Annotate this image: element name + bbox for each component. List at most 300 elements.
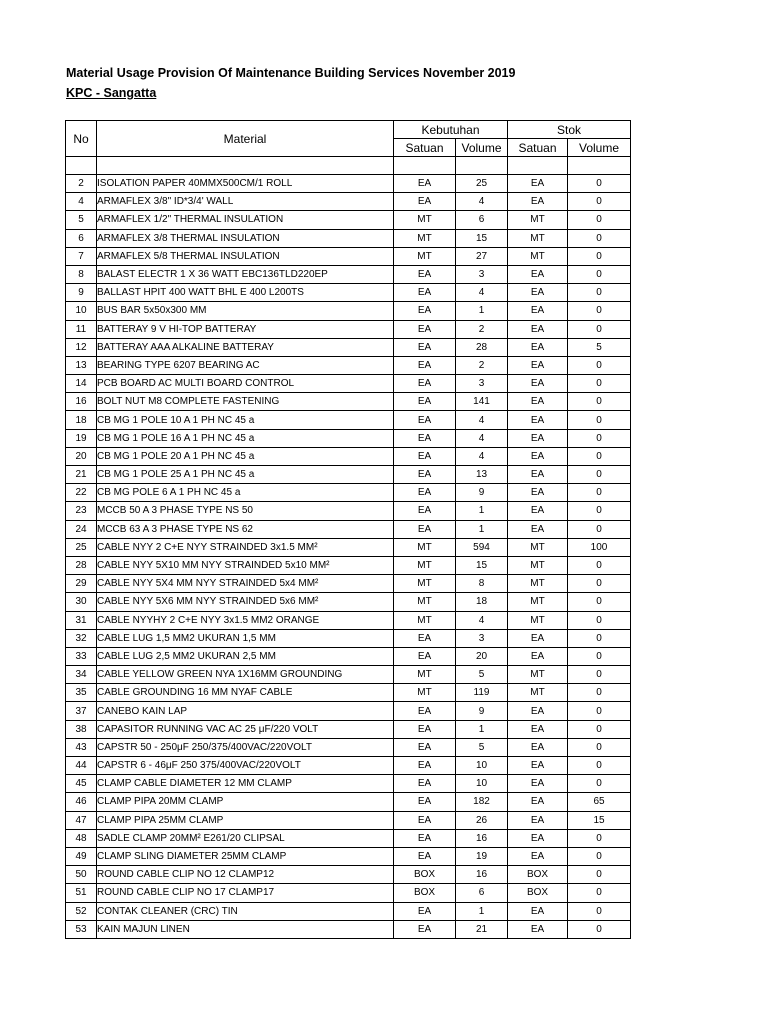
row-no: 38	[66, 720, 97, 738]
row-stok-satuan: EA	[508, 375, 568, 393]
row-stok-satuan: EA	[508, 757, 568, 775]
row-kebutuhan-satuan: EA	[394, 520, 456, 538]
table-row	[66, 738, 631, 756]
row-kebutuhan-satuan: EA	[394, 175, 456, 193]
row-kebutuhan-satuan: MT	[394, 211, 456, 229]
row-no: 47	[66, 811, 97, 829]
row-no: 4	[66, 193, 97, 211]
row-no: 35	[66, 684, 97, 702]
row-kebutuhan-satuan: EA	[394, 429, 456, 447]
row-stok-volume: 0	[568, 720, 631, 738]
row-material: BEARING TYPE 6207 BEARING AC	[97, 356, 394, 374]
table-row	[66, 229, 631, 247]
row-kebutuhan-volume: 5	[456, 738, 508, 756]
row-stok-volume: 0	[568, 193, 631, 211]
row-kebutuhan-satuan: EA	[394, 193, 456, 211]
row-kebutuhan-satuan: EA	[394, 411, 456, 429]
header-kebutuhan-volume: Volume	[456, 139, 508, 157]
row-stok-satuan: EA	[508, 720, 568, 738]
row-kebutuhan-volume: 27	[456, 247, 508, 265]
row-kebutuhan-volume: 13	[456, 466, 508, 484]
blank-cell	[97, 157, 394, 175]
row-stok-volume: 0	[568, 666, 631, 684]
row-stok-satuan: MT	[508, 666, 568, 684]
row-kebutuhan-volume: 4	[456, 447, 508, 465]
table-row	[66, 902, 631, 920]
row-material: BUS BAR 5x50x300 MM	[97, 302, 394, 320]
row-kebutuhan-satuan: EA	[394, 702, 456, 720]
row-stok-satuan: EA	[508, 302, 568, 320]
blank-cell	[66, 157, 97, 175]
row-stok-satuan: MT	[508, 593, 568, 611]
row-stok-satuan: EA	[508, 411, 568, 429]
row-material: CABLE YELLOW GREEN NYA 1X16MM GROUNDING	[97, 666, 394, 684]
header-kebutuhan-satuan: Satuan	[394, 139, 456, 157]
row-no: 13	[66, 356, 97, 374]
row-material: BATTERAY AAA ALKALINE BATTERAY	[97, 338, 394, 356]
row-stok-satuan: MT	[508, 611, 568, 629]
row-material: ARMAFLEX 1/2" THERMAL INSULATION	[97, 211, 394, 229]
table-row	[66, 175, 631, 193]
row-stok-volume: 0	[568, 866, 631, 884]
table-row	[66, 866, 631, 884]
row-stok-volume: 15	[568, 811, 631, 829]
table-row	[66, 338, 631, 356]
row-stok-volume: 0	[568, 447, 631, 465]
table-row	[66, 193, 631, 211]
row-material: ROUND CABLE CLIP NO 17 CLAMP17	[97, 884, 394, 902]
row-no: 19	[66, 429, 97, 447]
row-kebutuhan-satuan: BOX	[394, 866, 456, 884]
row-no: 48	[66, 829, 97, 847]
row-kebutuhan-volume: 15	[456, 556, 508, 574]
row-stok-satuan: EA	[508, 429, 568, 447]
row-kebutuhan-satuan: EA	[394, 302, 456, 320]
blank-cell	[394, 157, 456, 175]
table-row	[66, 411, 631, 429]
row-stok-volume: 0	[568, 702, 631, 720]
table-row	[66, 811, 631, 829]
row-stok-volume: 0	[568, 647, 631, 665]
row-material: CLAMP PIPA 20MM CLAMP	[97, 793, 394, 811]
row-stok-satuan: EA	[508, 647, 568, 665]
row-stok-volume: 0	[568, 484, 631, 502]
row-stok-satuan: EA	[508, 484, 568, 502]
table-row	[66, 466, 631, 484]
row-no: 12	[66, 338, 97, 356]
row-kebutuhan-volume: 15	[456, 229, 508, 247]
row-kebutuhan-satuan: MT	[394, 666, 456, 684]
row-material: ARMAFLEX 3/8" ID*3/4' WALL	[97, 193, 394, 211]
row-kebutuhan-volume: 25	[456, 175, 508, 193]
row-kebutuhan-volume: 28	[456, 338, 508, 356]
row-kebutuhan-satuan: EA	[394, 338, 456, 356]
table-row	[66, 265, 631, 283]
row-kebutuhan-volume: 2	[456, 320, 508, 338]
row-stok-satuan: EA	[508, 284, 568, 302]
row-no: 8	[66, 265, 97, 283]
row-stok-volume: 0	[568, 593, 631, 611]
row-kebutuhan-volume: 594	[456, 538, 508, 556]
table-row	[66, 793, 631, 811]
row-kebutuhan-volume: 18	[456, 593, 508, 611]
row-kebutuhan-satuan: EA	[394, 466, 456, 484]
row-kebutuhan-satuan: EA	[394, 757, 456, 775]
row-material: CAPSTR 50 - 250μF 250/375/400VAC/220VOLT	[97, 738, 394, 756]
blank-cell	[568, 157, 631, 175]
row-kebutuhan-satuan: EA	[394, 393, 456, 411]
table-row	[66, 320, 631, 338]
row-no: 18	[66, 411, 97, 429]
table-row	[66, 247, 631, 265]
header-stok-satuan: Satuan	[508, 139, 568, 157]
row-kebutuhan-volume: 3	[456, 375, 508, 393]
row-kebutuhan-satuan: MT	[394, 593, 456, 611]
row-kebutuhan-satuan: EA	[394, 847, 456, 865]
table-row	[66, 356, 631, 374]
table-row	[66, 702, 631, 720]
row-material: PCB BOARD AC MULTI BOARD CONTROL	[97, 375, 394, 393]
table-row	[66, 429, 631, 447]
row-kebutuhan-volume: 3	[456, 265, 508, 283]
header-kebutuhan: Kebutuhan	[394, 121, 508, 139]
row-stok-volume: 0	[568, 829, 631, 847]
row-stok-satuan: EA	[508, 447, 568, 465]
row-kebutuhan-satuan: EA	[394, 793, 456, 811]
row-stok-volume: 0	[568, 429, 631, 447]
row-kebutuhan-volume: 26	[456, 811, 508, 829]
row-kebutuhan-volume: 16	[456, 829, 508, 847]
table-row	[66, 629, 631, 647]
row-no: 51	[66, 884, 97, 902]
row-stok-volume: 0	[568, 466, 631, 484]
row-stok-volume: 0	[568, 411, 631, 429]
header-stok: Stok	[508, 121, 631, 139]
row-no: 52	[66, 902, 97, 920]
row-material: CABLE NYY 5X6 MM NYY STRAINDED 5x6 MM²	[97, 593, 394, 611]
row-material: MCCB 63 A 3 PHASE TYPE NS 62	[97, 520, 394, 538]
row-kebutuhan-satuan: EA	[394, 356, 456, 374]
row-material: CABLE GROUNDING 16 MM NYAF CABLE	[97, 684, 394, 702]
row-stok-volume: 0	[568, 884, 631, 902]
row-material: CAPSTR 6 - 46μF 250 375/400VAC/220VOLT	[97, 757, 394, 775]
table-row	[66, 647, 631, 665]
table-row	[66, 484, 631, 502]
row-stok-satuan: EA	[508, 629, 568, 647]
row-no: 6	[66, 229, 97, 247]
document-title: Material Usage Provision Of Maintenance Building Services November 2019	[66, 66, 516, 80]
row-kebutuhan-volume: 141	[456, 393, 508, 411]
row-kebutuhan-volume: 19	[456, 847, 508, 865]
row-kebutuhan-satuan: EA	[394, 902, 456, 920]
row-stok-satuan: EA	[508, 793, 568, 811]
row-stok-satuan: EA	[508, 829, 568, 847]
row-stok-volume: 0	[568, 302, 631, 320]
row-kebutuhan-volume: 4	[456, 411, 508, 429]
table-row	[66, 920, 631, 938]
row-kebutuhan-volume: 4	[456, 429, 508, 447]
row-kebutuhan-satuan: EA	[394, 920, 456, 938]
row-kebutuhan-volume: 9	[456, 702, 508, 720]
row-material: CLAMP CABLE DIAMETER 12 MM CLAMP	[97, 775, 394, 793]
row-material: ISOLATION PAPER 40MMX500CM/1 ROLL	[97, 175, 394, 193]
row-kebutuhan-satuan: EA	[394, 647, 456, 665]
row-material: CB MG 1 POLE 25 A 1 PH NC 45 a	[97, 466, 394, 484]
row-kebutuhan-volume: 6	[456, 211, 508, 229]
row-no: 7	[66, 247, 97, 265]
row-material: BALLAST HPIT 400 WATT BHL E 400 L200TS	[97, 284, 394, 302]
row-material: MCCB 50 A 3 PHASE TYPE NS 50	[97, 502, 394, 520]
row-kebutuhan-satuan: EA	[394, 629, 456, 647]
row-stok-satuan: EA	[508, 738, 568, 756]
table-row	[66, 302, 631, 320]
row-no: 9	[66, 284, 97, 302]
row-stok-volume: 0	[568, 229, 631, 247]
row-kebutuhan-satuan: EA	[394, 484, 456, 502]
row-no: 25	[66, 538, 97, 556]
row-kebutuhan-satuan: EA	[394, 375, 456, 393]
row-stok-satuan: EA	[508, 356, 568, 374]
row-kebutuhan-satuan: EA	[394, 775, 456, 793]
blank-row	[66, 157, 631, 175]
row-stok-satuan: EA	[508, 393, 568, 411]
row-stok-satuan: EA	[508, 811, 568, 829]
row-stok-satuan: EA	[508, 920, 568, 938]
row-kebutuhan-satuan: MT	[394, 684, 456, 702]
row-no: 37	[66, 702, 97, 720]
row-no: 10	[66, 302, 97, 320]
row-no: 16	[66, 393, 97, 411]
row-kebutuhan-volume: 1	[456, 720, 508, 738]
row-material: BALAST ELECTR 1 X 36 WATT EBC136TLD220EP	[97, 265, 394, 283]
row-stok-volume: 0	[568, 920, 631, 938]
row-stok-satuan: EA	[508, 466, 568, 484]
row-kebutuhan-satuan: EA	[394, 447, 456, 465]
row-no: 44	[66, 757, 97, 775]
row-no: 11	[66, 320, 97, 338]
row-no: 30	[66, 593, 97, 611]
row-stok-satuan: MT	[508, 229, 568, 247]
header-material: Material	[97, 121, 394, 157]
row-material: CAPASITOR RUNNING VAC AC 25 μF/220 VOLT	[97, 720, 394, 738]
table-row	[66, 684, 631, 702]
row-stok-volume: 0	[568, 211, 631, 229]
row-no: 2	[66, 175, 97, 193]
row-no: 22	[66, 484, 97, 502]
row-material: CABLE NYY 2 C+E NYY STRAINDED 3x1.5 MM²	[97, 538, 394, 556]
row-stok-satuan: EA	[508, 320, 568, 338]
row-material: ARMAFLEX 5/8 THERMAL INSULATION	[97, 247, 394, 265]
row-kebutuhan-volume: 5	[456, 666, 508, 684]
row-stok-volume: 0	[568, 284, 631, 302]
blank-cell	[508, 157, 568, 175]
row-material: CABLE NYY 5X10 MM NYY STRAINDED 5x10 MM²	[97, 556, 394, 574]
row-no: 53	[66, 920, 97, 938]
row-kebutuhan-satuan: MT	[394, 247, 456, 265]
row-kebutuhan-satuan: MT	[394, 229, 456, 247]
row-no: 5	[66, 211, 97, 229]
row-material: CABLE LUG 1,5 MM2 UKURAN 1,5 MM	[97, 629, 394, 647]
row-kebutuhan-volume: 1	[456, 502, 508, 520]
row-kebutuhan-volume: 9	[456, 484, 508, 502]
row-stok-volume: 0	[568, 265, 631, 283]
row-stok-satuan: MT	[508, 247, 568, 265]
row-kebutuhan-volume: 21	[456, 920, 508, 938]
table-row	[66, 720, 631, 738]
material-table	[65, 120, 631, 939]
row-stok-satuan: MT	[508, 211, 568, 229]
row-kebutuhan-volume: 4	[456, 284, 508, 302]
row-kebutuhan-satuan: MT	[394, 611, 456, 629]
table-row	[66, 775, 631, 793]
header-stok-volume: Volume	[568, 139, 631, 157]
row-stok-satuan: MT	[508, 575, 568, 593]
row-no: 33	[66, 647, 97, 665]
row-kebutuhan-volume: 1	[456, 520, 508, 538]
blank-cell	[456, 157, 508, 175]
row-material: CB MG POLE 6 A 1 PH NC 45 a	[97, 484, 394, 502]
row-stok-satuan: EA	[508, 193, 568, 211]
row-stok-satuan: EA	[508, 175, 568, 193]
row-kebutuhan-satuan: EA	[394, 738, 456, 756]
row-stok-volume: 65	[568, 793, 631, 811]
row-no: 49	[66, 847, 97, 865]
table-row	[66, 375, 631, 393]
row-kebutuhan-volume: 4	[456, 611, 508, 629]
row-no: 34	[66, 666, 97, 684]
row-stok-satuan: BOX	[508, 866, 568, 884]
row-no: 28	[66, 556, 97, 574]
row-stok-volume: 0	[568, 775, 631, 793]
row-material: BOLT NUT M8 COMPLETE FASTENING	[97, 393, 394, 411]
table-row	[66, 284, 631, 302]
row-material: CANEBO KAIN LAP	[97, 702, 394, 720]
row-stok-satuan: MT	[508, 684, 568, 702]
row-stok-volume: 0	[568, 902, 631, 920]
row-material: CABLE NYYHY 2 C+E NYY 3x1.5 MM2 ORANGE	[97, 611, 394, 629]
table-row	[66, 575, 631, 593]
row-material: SADLE CLAMP 20MM² E261/20 CLIPSAL	[97, 829, 394, 847]
row-no: 43	[66, 738, 97, 756]
row-stok-satuan: EA	[508, 338, 568, 356]
row-no: 50	[66, 866, 97, 884]
row-stok-satuan: BOX	[508, 884, 568, 902]
row-no: 24	[66, 520, 97, 538]
row-no: 45	[66, 775, 97, 793]
row-stok-volume: 0	[568, 393, 631, 411]
document-subtitle: KPC - Sangatta	[66, 86, 157, 100]
row-kebutuhan-satuan: EA	[394, 265, 456, 283]
row-stok-volume: 0	[568, 738, 631, 756]
row-stok-satuan: EA	[508, 775, 568, 793]
row-stok-volume: 0	[568, 356, 631, 374]
row-kebutuhan-volume: 119	[456, 684, 508, 702]
row-kebutuhan-satuan: EA	[394, 829, 456, 847]
row-material: CLAMP SLING DIAMETER 25MM CLAMP	[97, 847, 394, 865]
row-stok-satuan: EA	[508, 502, 568, 520]
row-no: 32	[66, 629, 97, 647]
row-stok-satuan: EA	[508, 847, 568, 865]
row-stok-volume: 0	[568, 556, 631, 574]
row-kebutuhan-volume: 4	[456, 193, 508, 211]
row-kebutuhan-satuan: MT	[394, 575, 456, 593]
row-stok-satuan: EA	[508, 702, 568, 720]
row-kebutuhan-satuan: BOX	[394, 884, 456, 902]
row-stok-volume: 0	[568, 629, 631, 647]
row-material: CLAMP PIPA 25MM CLAMP	[97, 811, 394, 829]
row-kebutuhan-satuan: EA	[394, 284, 456, 302]
row-stok-satuan: EA	[508, 520, 568, 538]
row-kebutuhan-satuan: MT	[394, 556, 456, 574]
row-stok-satuan: EA	[508, 265, 568, 283]
row-kebutuhan-volume: 20	[456, 647, 508, 665]
row-stok-satuan: MT	[508, 538, 568, 556]
table-row	[66, 211, 631, 229]
row-no: 31	[66, 611, 97, 629]
row-kebutuhan-volume: 2	[456, 356, 508, 374]
row-stok-volume: 0	[568, 847, 631, 865]
row-stok-volume: 0	[568, 575, 631, 593]
table-row	[66, 829, 631, 847]
table-row	[66, 593, 631, 611]
row-stok-volume: 100	[568, 538, 631, 556]
row-stok-volume: 0	[568, 502, 631, 520]
row-no: 29	[66, 575, 97, 593]
row-stok-volume: 0	[568, 320, 631, 338]
table-row	[66, 611, 631, 629]
row-material: ROUND CABLE CLIP NO 12 CLAMP12	[97, 866, 394, 884]
row-kebutuhan-satuan: EA	[394, 320, 456, 338]
table-body	[66, 157, 631, 939]
row-material: KAIN MAJUN LINEN	[97, 920, 394, 938]
row-material: CABLE NYY 5X4 MM NYY STRAINDED 5x4 MM²	[97, 575, 394, 593]
table-row	[66, 520, 631, 538]
row-kebutuhan-volume: 16	[456, 866, 508, 884]
row-stok-volume: 0	[568, 247, 631, 265]
row-stok-volume: 0	[568, 175, 631, 193]
row-no: 23	[66, 502, 97, 520]
row-no: 46	[66, 793, 97, 811]
row-material: CB MG 1 POLE 10 A 1 PH NC 45 a	[97, 411, 394, 429]
row-kebutuhan-volume: 6	[456, 884, 508, 902]
row-no: 21	[66, 466, 97, 484]
row-stok-volume: 0	[568, 684, 631, 702]
row-stok-satuan: MT	[508, 556, 568, 574]
row-kebutuhan-volume: 10	[456, 775, 508, 793]
row-stok-volume: 0	[568, 757, 631, 775]
table-row	[66, 447, 631, 465]
table-row	[66, 757, 631, 775]
row-stok-satuan: EA	[508, 902, 568, 920]
row-stok-volume: 0	[568, 520, 631, 538]
table-row	[66, 502, 631, 520]
row-stok-volume: 0	[568, 375, 631, 393]
row-kebutuhan-satuan: MT	[394, 538, 456, 556]
row-material: ARMAFLEX 3/8 THERMAL INSULATION	[97, 229, 394, 247]
table-row	[66, 666, 631, 684]
row-material: CONTAK CLEANER (CRC) TIN	[97, 902, 394, 920]
row-stok-volume: 0	[568, 611, 631, 629]
row-kebutuhan-satuan: EA	[394, 720, 456, 738]
row-kebutuhan-volume: 1	[456, 302, 508, 320]
row-kebutuhan-satuan: EA	[394, 811, 456, 829]
row-material: CB MG 1 POLE 20 A 1 PH NC 45 a	[97, 447, 394, 465]
table-row	[66, 884, 631, 902]
row-no: 20	[66, 447, 97, 465]
table-row	[66, 556, 631, 574]
row-kebutuhan-volume: 3	[456, 629, 508, 647]
row-kebutuhan-volume: 10	[456, 757, 508, 775]
